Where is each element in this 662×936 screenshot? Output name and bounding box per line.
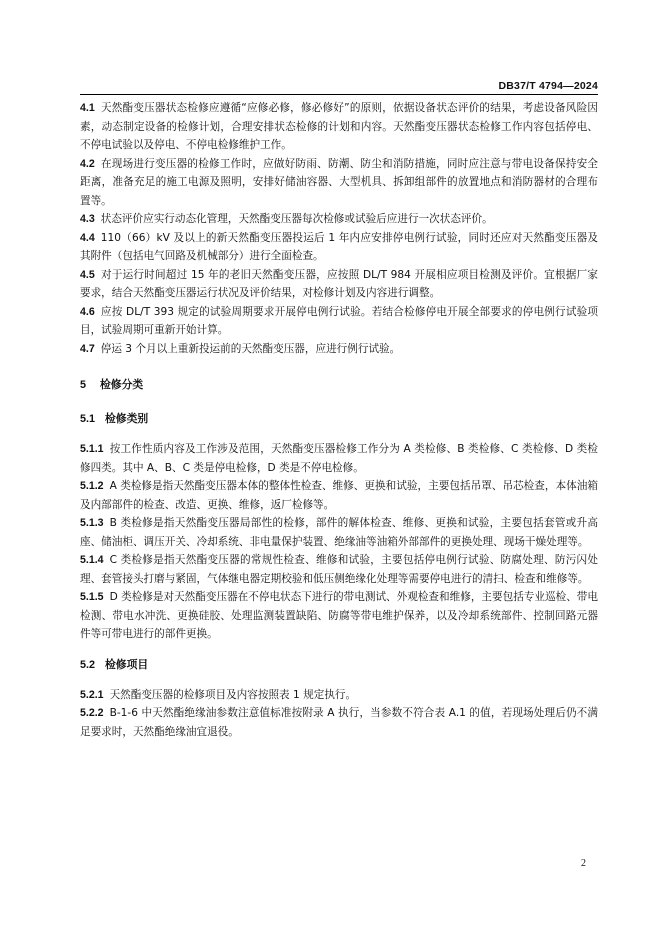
clause-number: 4.4 [80, 231, 95, 244]
clause-4-1 [80, 99, 598, 155]
clause-5-1-4 [80, 551, 598, 588]
subsection-5-2-heading [80, 656, 598, 674]
header-rule [80, 94, 598, 95]
clause-4-4 [80, 229, 598, 266]
clause-number: 5.1.1 [80, 443, 104, 455]
clause-5-1-1 [80, 440, 598, 477]
clause-5-1-2 [80, 477, 598, 514]
clause-text: D 类检修是对天然酯变压器在不停电状态下进行的带电测试、外观检查和维修，主要包括专业巡检、带电检测、带电水冲洗、更换硅胶、处理监测装置缺陷、防腐等带电维护保养，以及冷却系统部件、控制回路元器件等可带电进行的部件更换。 [80, 591, 598, 640]
subsection-number: 5.2 [80, 658, 96, 671]
clause-number: 5.1.4 [80, 554, 104, 566]
clause-text: 状态评价应实行动态化管理，天然酯变压器每次检修或试验后应进行一次状态评价。 [100, 213, 493, 225]
clause-4-5 [80, 266, 598, 303]
section-title: 检修分类 [100, 378, 144, 391]
clause-4-2 [80, 155, 598, 211]
clause-4-6 [80, 303, 598, 340]
subsection-number: 5.1 [80, 413, 96, 425]
clause-text: 应按 DL/T 393 规定的试验周期要求开展停电例行试验。若结合检修停电开展全部要求的停电例行试验项目，试验周期可重新开始计算。 [80, 305, 598, 336]
clause-number: 5.2.1 [80, 688, 104, 701]
section-5-heading [80, 376, 598, 394]
clause-text: 天然酯变压器状态检修应遵循“应修必修，修必修好”的原则，依据设备状态评价的结果，考虑设备风险因素，动态制定设备的检修计划，合理安排状态检修的计划和内容。天然酯变压器状态检修工作内容包括停电、不停电试验以及停电、不停电检修维护工作。 [80, 102, 598, 151]
subsection-title: 检修类别 [105, 412, 149, 425]
clause-text: 按工作性质内容及工作涉及范围，天然酯变压器检修工作分为 A 类检修、B 类检修、C 类检修、D 类检修四类。其中 A、B、C 类是停电检修，D 类是不停电检修。 [80, 443, 598, 474]
clause-number: 5.1.2 [80, 480, 104, 492]
subsection-5-1-heading [80, 410, 598, 428]
clause-text: B-1-6 中天然酯绝缘油参数注意值标准按附录 A 执行，当参数不符合表 A.1 的值，若现场处理后仍不满足要求时，天然酯绝缘油宜退役。 [80, 707, 598, 738]
section-4-list [80, 99, 598, 358]
clause-number: 4.2 [80, 157, 95, 170]
clause-text: 对于运行时间超过 15 年的老旧天然酯变压器，应按照 DL/T 984 开展相应项目检测及评价。宜根据厂家要求，结合天然酯变压器运行状况及评价结果，对检修计划及内容进行调整。 [80, 268, 598, 299]
clause-text: 110（66）kV 及以上的新天然酯变压器投运后 1 年内应安排停电例行试验，同时还应对天然酯变压器及其附件（包括电气回路及机械部分）进行全面检查。 [80, 231, 598, 262]
subsection-5-1-list [80, 440, 598, 644]
subsection-title: 检修项目 [105, 657, 149, 671]
clause-number: 4.5 [80, 268, 95, 281]
clause-5-2-1 [80, 686, 598, 705]
document-code: DB37/T 4794—2024 [498, 80, 598, 92]
clause-text: A 类检修是指天然酯变压器本体的整体性检查、维修、更换和试验，主要包括吊罩、吊芯检查，本体油箱及内部部件的检查、改造、更换、维修，返厂检修等。 [80, 480, 598, 511]
page-number: 2 [581, 858, 586, 869]
clause-text: B 类检修是指天然酯变压器局部性的检修，部件的解体检查、维修、更换和试验，主要包括套管或升高座、储油柜、调压开关、冷却系统、非电量保护装置、绝缘油等油箱外部部件的更换处理、现场干燥处理等。 [80, 517, 598, 548]
clause-text: C 类检修是指天然酯变压器的常规性检查、维修和试验，主要包括停电例行试验、防腐处理、防污闪处理、套管接头打磨与紧固，气体继电器定期校验和低压侧绝缘化处理等需要停电进行的清扫、检查和维修等。 [80, 554, 598, 585]
clause-text: 在现场进行变压器的检修工作时，应做好防雨、防潮、防尘和消防措施，同时应注意与带电设备保持安全距离，准备充足的施工电源及照明，安排好储油容器、大型机具、拆卸组部件的放置地点和消防器材的合理布置等。 [80, 157, 598, 207]
clause-number: 5.2.2 [80, 707, 104, 719]
clause-5-2-2 [80, 704, 598, 741]
clause-5-1-5 [80, 588, 598, 644]
clause-number: 4.3 [80, 213, 95, 225]
section-number: 5 [80, 379, 87, 391]
clause-text: 停运 3 个月以上重新投运前的天然酯变压器，应进行例行试验。 [100, 342, 401, 355]
clause-number: 4.7 [80, 342, 95, 355]
clause-4-7 [80, 340, 598, 359]
clause-4-3 [80, 210, 598, 229]
clause-number: 5.1.3 [80, 517, 104, 529]
clause-text: 天然酯变压器的检修项目及内容按照表 1 规定执行。 [109, 688, 357, 701]
clause-number: 4.6 [80, 305, 95, 318]
clause-5-1-3 [80, 514, 598, 551]
subsection-5-2-list [80, 686, 598, 742]
clause-number: 5.1.5 [80, 591, 104, 603]
clause-number: 4.1 [80, 102, 95, 114]
page-body [80, 99, 598, 741]
